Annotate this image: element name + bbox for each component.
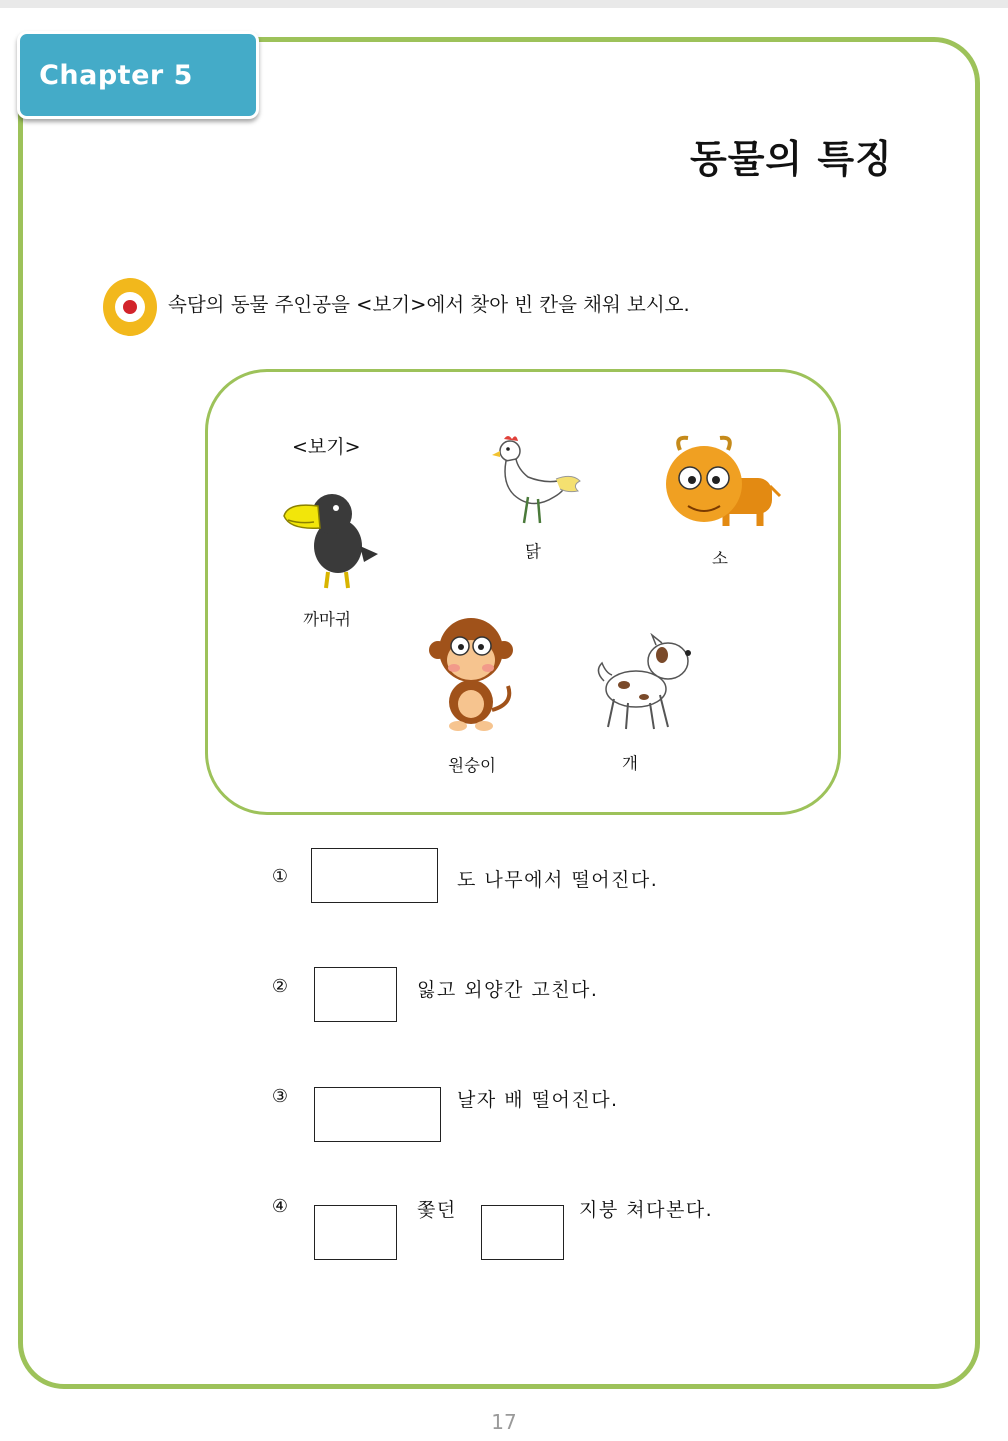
- question-text-4b: 지붕 쳐다본다.: [579, 1199, 714, 1221]
- monkey-icon: [428, 614, 518, 732]
- answer-blank-4b[interactable]: [481, 1205, 564, 1260]
- animal-label-cow: 소: [712, 549, 728, 568]
- instruction-text: 속담의 동물 주인공을 <보기>에서 찾아 빈 칸을 채워 보시오.: [168, 293, 690, 316]
- animal-label-monkey: 원숭이: [448, 756, 496, 775]
- page-title: 동물의 특징: [690, 137, 893, 181]
- animal-label-dog: 개: [622, 754, 638, 773]
- bullet-ring: [115, 292, 145, 322]
- question-text-4a: 쫓던: [417, 1199, 457, 1221]
- question-number-4: ④: [271, 1196, 289, 1217]
- answer-blank-2[interactable]: [314, 967, 397, 1022]
- top-strip: [0, 0, 1008, 8]
- question-text-3: 날자 배 떨어진다.: [457, 1089, 619, 1111]
- chicken-icon: [488, 433, 582, 529]
- crow-icon: [280, 488, 380, 590]
- bullet-dot: [123, 300, 137, 314]
- chapter-label: Chapter 5: [39, 59, 193, 91]
- animal-label-chicken: 닭: [525, 542, 541, 561]
- question-number-2: ②: [271, 976, 289, 997]
- question-text-1: 도 나무에서 떨어진다.: [457, 869, 659, 891]
- example-heading: <보기>: [292, 436, 361, 458]
- answer-blank-4a[interactable]: [314, 1205, 397, 1260]
- page-number: 17: [491, 1410, 517, 1434]
- cow-icon: [664, 434, 782, 530]
- question-number-3: ③: [271, 1086, 289, 1107]
- answer-blank-3[interactable]: [314, 1087, 441, 1142]
- question-number-1: ①: [271, 866, 289, 887]
- animal-label-crow: 까마귀: [303, 610, 351, 629]
- chapter-tab: [17, 31, 259, 119]
- target-bullet-icon: [103, 278, 157, 336]
- answer-blank-1[interactable]: [311, 848, 438, 903]
- question-text-2: 잃고 외양간 고친다.: [417, 979, 599, 1001]
- dog-icon: [594, 633, 696, 733]
